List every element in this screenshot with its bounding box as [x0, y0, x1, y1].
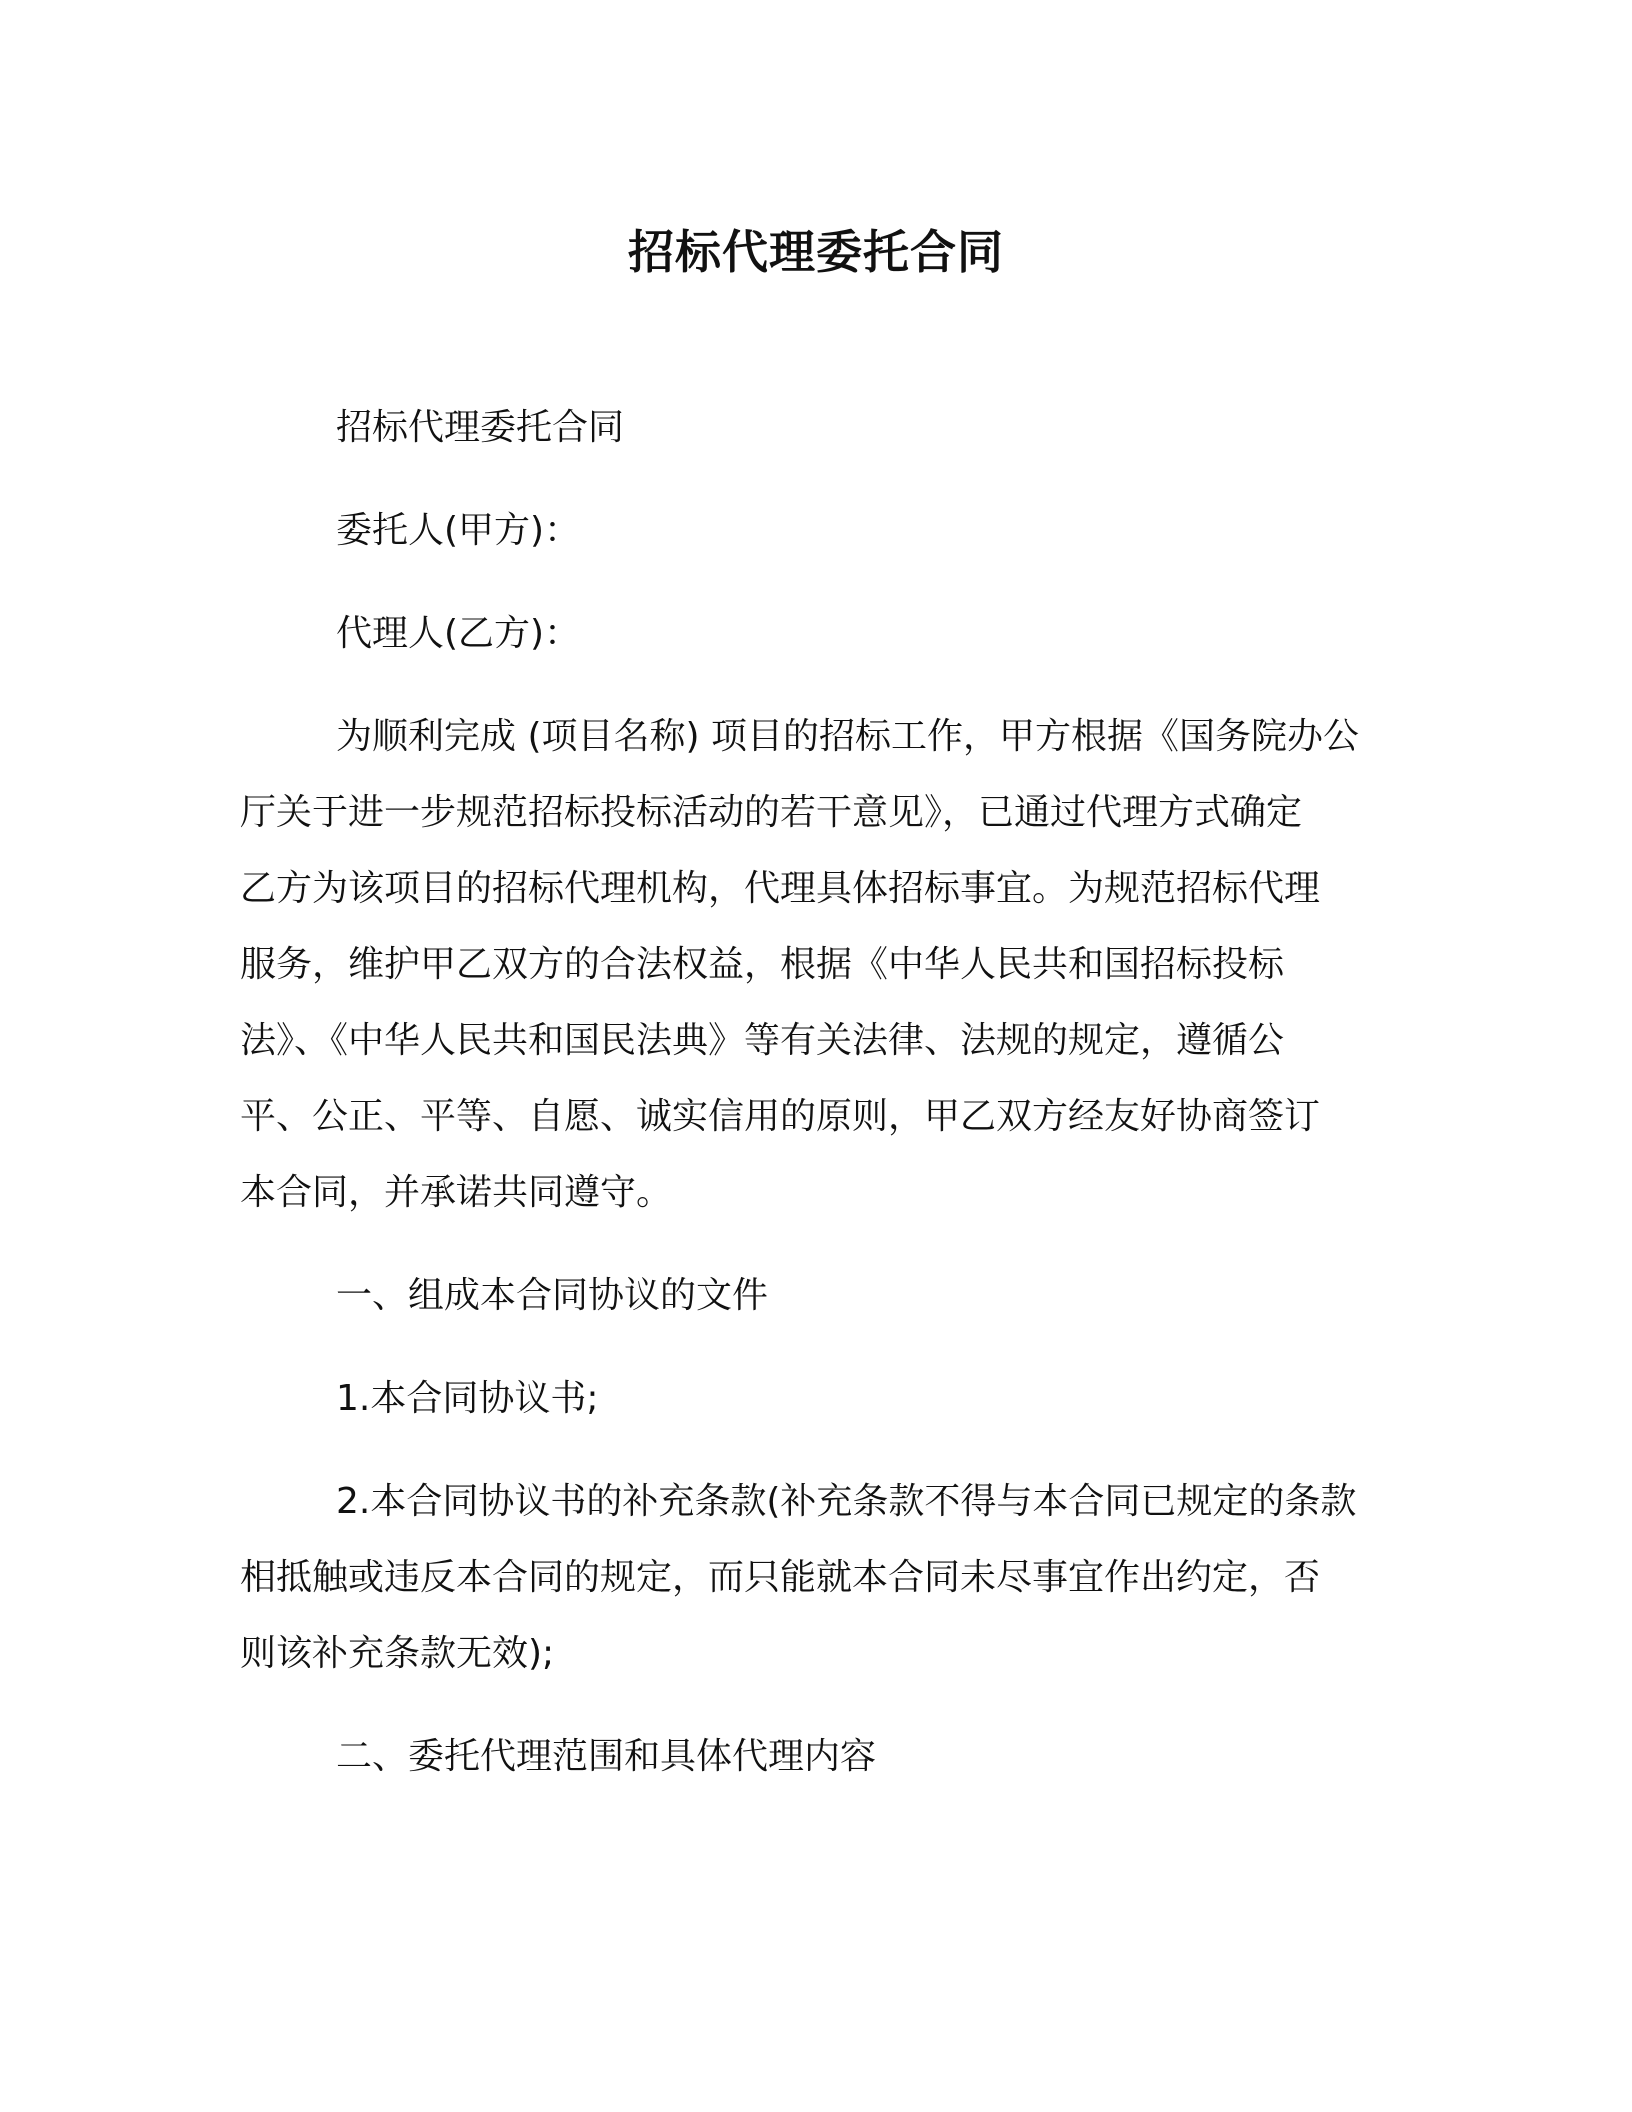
item-2-line: 则该补充条款无效); — [240, 1633, 555, 1674]
section-2-heading: 二、委托代理范围和具体代理内容 — [336, 1736, 877, 1777]
preamble-line: 平、公正、平等、自愿、诚实信用的原则，甲乙双方经友好协商签订 — [240, 1096, 1321, 1137]
agent-party-line: 代理人(乙方)： — [336, 613, 581, 654]
preamble-line: 法》、《中华人民共和国民法典》等有关法律、法规的规定，遵循公 — [240, 1020, 1285, 1061]
preamble-line: 本合同，并承诺共同遵守。 — [240, 1172, 673, 1213]
document-body — [240, 390, 1400, 1822]
client-party-line: 委托人(甲方)： — [336, 510, 581, 551]
section-1-item-2 — [240, 1464, 1400, 1692]
item-2-line: 2.本合同协议书的补充条款(补充条款不得与本合同已规定的条款 — [336, 1481, 1357, 1522]
preamble-line: 厅关于进一步规范招标投标活动的若干意见》，已通过代理方式确定 — [240, 792, 1303, 833]
preamble-paragraph — [240, 699, 1400, 1231]
contract-subtitle: 招标代理委托合同 — [336, 407, 625, 448]
preamble-line: 乙方为该项目的招标代理机构，代理具体招标事宜。为规范招标代理 — [240, 868, 1321, 909]
document-title: 招标代理委托合同 — [628, 225, 1004, 279]
section-1-heading: 一、组成本合同协议的文件 — [336, 1275, 769, 1316]
preamble-line: 服务，维护甲乙双方的合法权益，根据《中华人民共和国招标投标 — [240, 944, 1285, 985]
preamble-line: 为顺利完成 (项目名称) 项目的招标工作，甲方根据《国务院办公 — [336, 716, 1359, 757]
item-2-line: 相抵触或违反本合同的规定，而只能就本合同未尽事宜作出约定，否 — [240, 1557, 1321, 1598]
section-1-item-1: 1.本合同协议书; — [336, 1378, 599, 1419]
